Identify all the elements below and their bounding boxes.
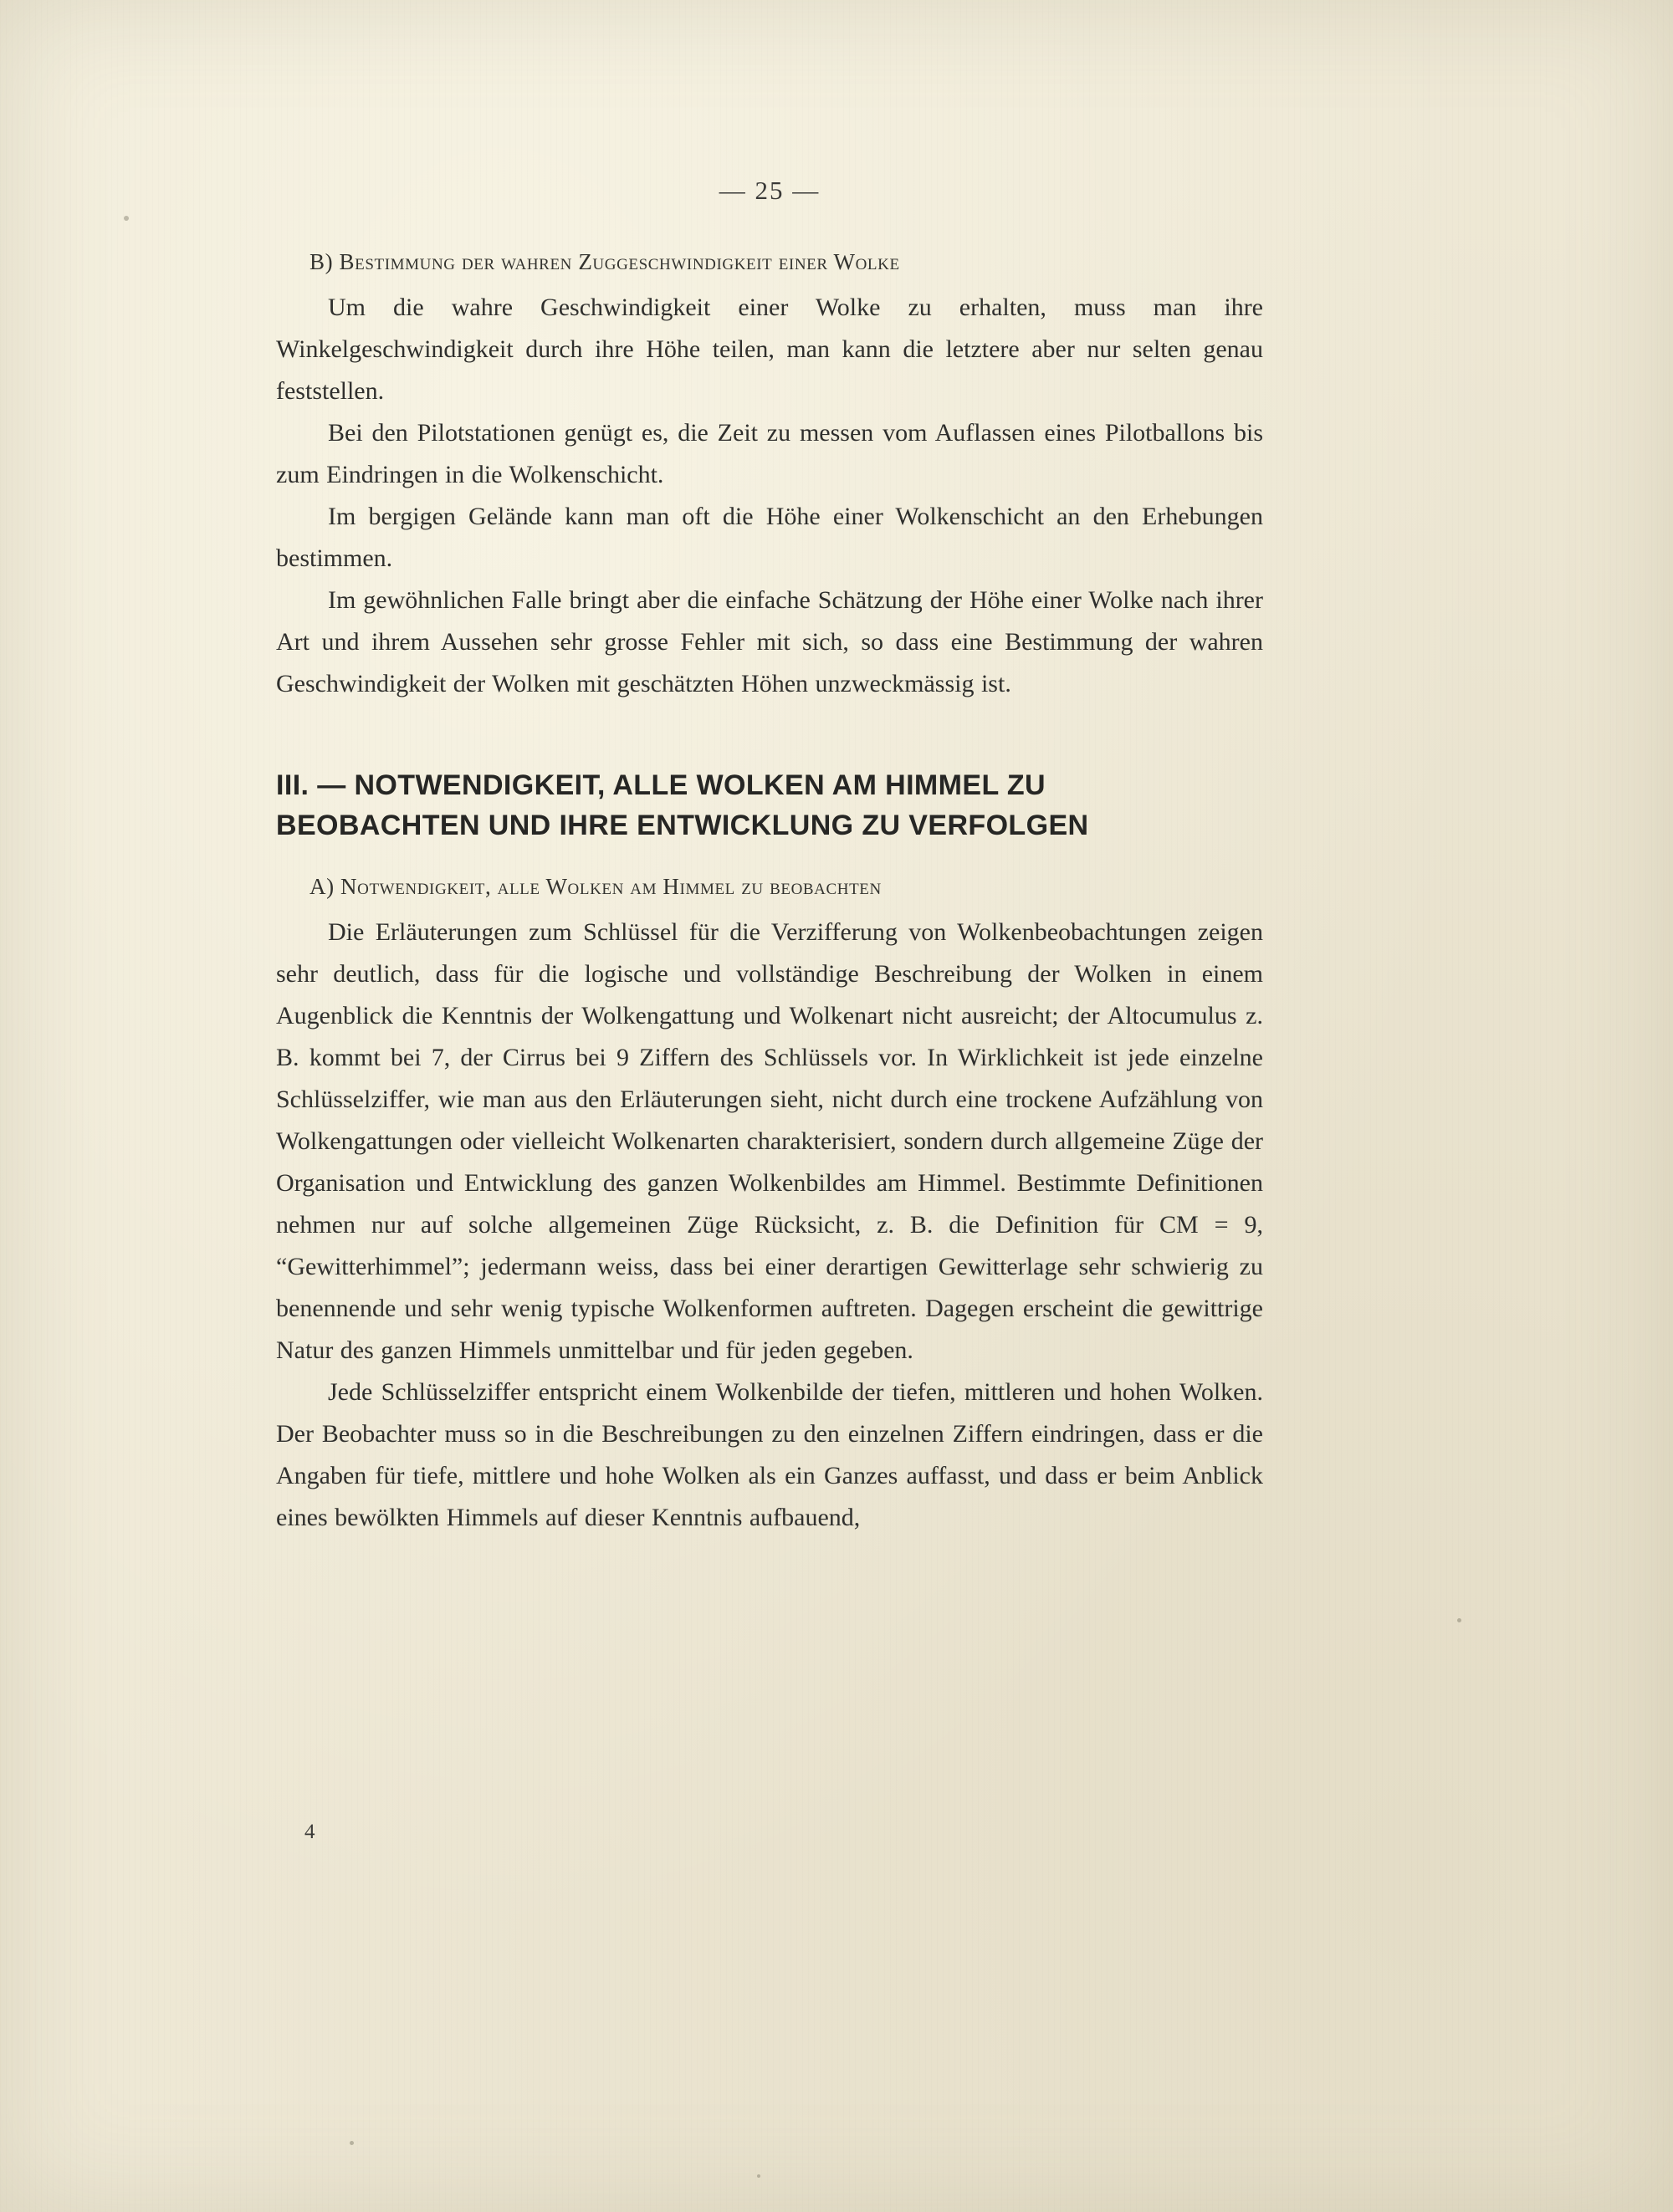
scan-speck bbox=[350, 2141, 354, 2145]
section-iii-title bbox=[276, 765, 1263, 845]
section-iii-title-line-1: III. — NOTWENDIGKEIT, ALLE WOLKEN AM HIMMEL ZU bbox=[276, 769, 1046, 801]
paragraph: Um die wahre Geschwindigkeit einer Wolke zu erhalten, muss man ihre Winkelgeschwindigkeit durch ihre Höhe teilen, man kann die letztere aber nur selten genau feststellen. bbox=[276, 294, 1263, 405]
section-iii-a-heading: A) Notwendigkeit, alle Wolken am Himmel zu beobachten bbox=[310, 874, 882, 899]
signature-page-number: 4 bbox=[304, 1821, 315, 1843]
page-content bbox=[276, 176, 1263, 1539]
scan-speck bbox=[124, 216, 129, 221]
scan-speck bbox=[1457, 1618, 1461, 1622]
paragraph: Im gewöhnlichen Falle bringt aber die einfache Schätzung der Höhe einer Wolke nach ihrer Art und ihrem Aussehen sehr grosse Fehler mit sich, so dass eine Bestimmung der wahren Geschwindigkeit der Wolken mit geschätzten Höhen unzweckmässig ist. bbox=[276, 586, 1263, 697]
paragraph: Die Erläuterungen zum Schlüssel für die Verzifferung von Wolkenbeobachtungen zeigen sehr deutlich, dass für die logische und vollständige Beschreibung der Wolken in einem Augenblick die Kenntnis der Wolkengattung und Wolkenart nicht ausreicht; der Altocumulus z. B. kommt bei 7, der Cirrus bei 9 Ziffern des Schlüssels vor. In Wirklichkeit ist jede einzelne Schlüsselziffer, wie man aus den Erläuterungen sieht, nicht durch eine trockene Aufzählung von Wolkengattungen oder vielleicht Wolkenarten charakterisiert, sondern durch allgemeine Züge der Organisation und Entwicklung des ganzen Wolkenbildes am Himmel. Bestimmte Definitionen nehmen nur auf solche allgemeinen Züge Rücksicht, z. B. die Definition für CM = 9, “Gewitterhimmel”; jedermann weiss, dass bei einer derartigen Gewitterlage sehr schwierig zu benennende und sehr wenig typische Wolkenformen auftreten. Dagegen erscheint die gewittrige Natur des ganzen Himmels unmittelbar und für jeden gegeben. bbox=[276, 918, 1263, 1364]
scan-speck bbox=[757, 2174, 760, 2178]
paragraph: Im bergigen Gelände kann man oft die Höhe einer Wolkenschicht an den Erhebungen bestimmen. bbox=[276, 503, 1263, 572]
section-iii-title-line-2: BEOBACHTEN UND IHRE ENTWICKLUNG ZU VERFOLGEN bbox=[276, 810, 1089, 841]
paragraph: Bei den Pilotstationen genügt es, die Zeit zu messen vom Auflassen eines Pilotballons bis zum Eindringen in die Wolkenschicht. bbox=[276, 419, 1263, 488]
section-b-heading: B) Bestimmung der wahren Zuggeschwindigkeit einer Wolke bbox=[310, 249, 900, 274]
paragraph: Jede Schlüsselziffer entspricht einem Wolkenbilde der tiefen, mittleren und hohen Wolken. Der Beobachter muss so in die Beschreibungen zu den einzelnen Ziffern eindringen, dass er die Angaben für tiefe, mittlere und hohe Wolken als ein Ganzes auffasst, und dass er beim Anblick eines bewölkten Himmels auf dieser Kenntnis aufbauend, bbox=[276, 1378, 1263, 1531]
page-folio-number: — 25 — bbox=[719, 176, 821, 205]
